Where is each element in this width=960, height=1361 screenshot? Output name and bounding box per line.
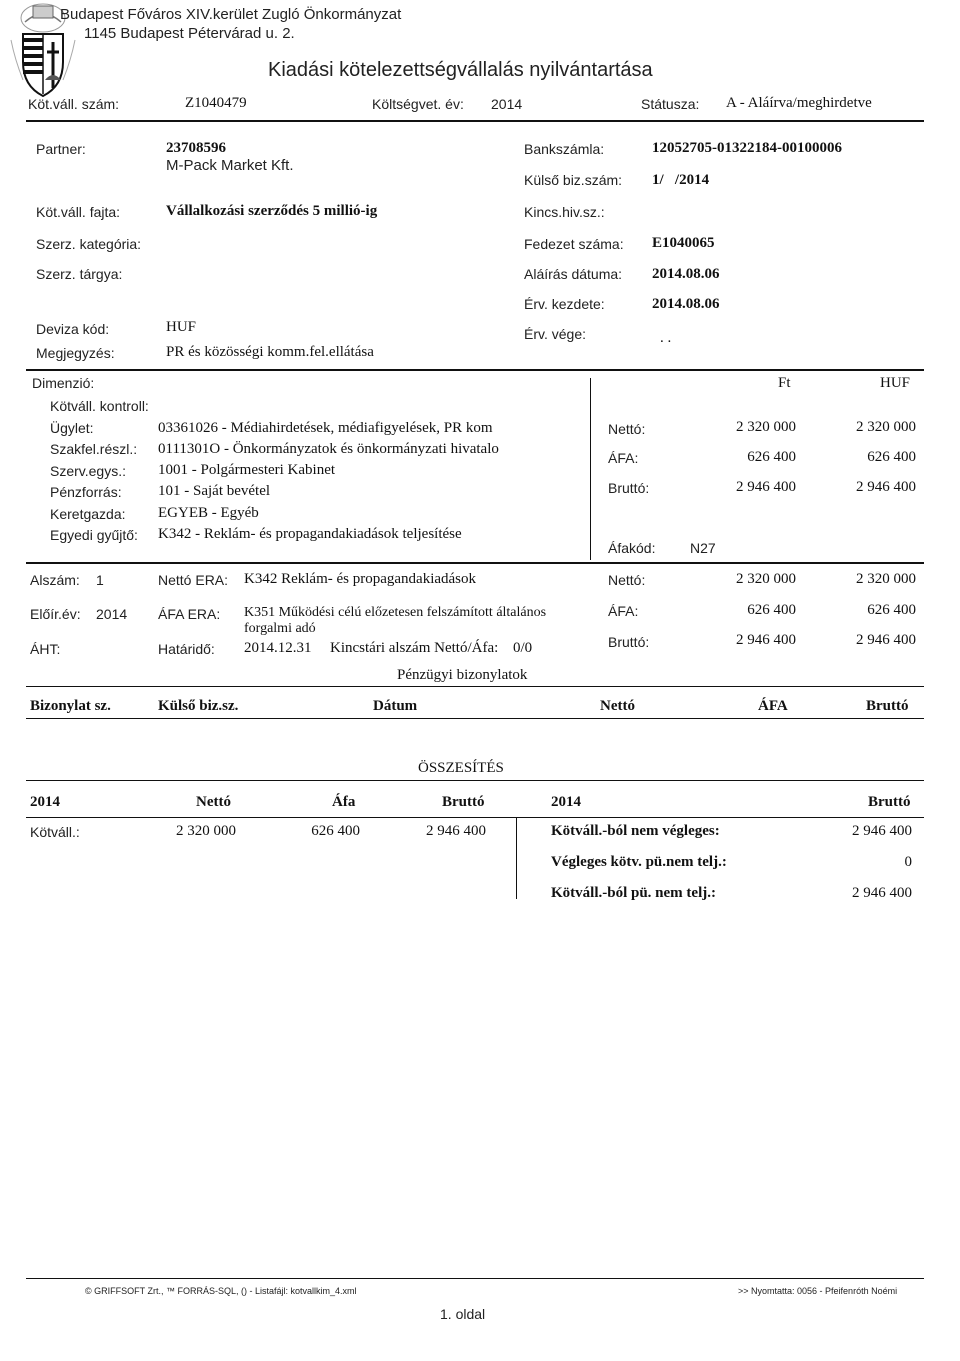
alszam-brutto-huf: 2 946 400 xyxy=(856,632,916,648)
kategoria-label: Szerz. kategória: xyxy=(36,236,142,252)
erv-kezdete-label: Érv. kezdete: xyxy=(524,296,605,312)
vertical-divider xyxy=(590,378,591,560)
statusza-label: Státusza: xyxy=(641,96,700,112)
footer-left: © GRIFFSOFT Zrt., ™ FORRÁS-SQL, () - Listafájl: kotvallkim_4.xml xyxy=(85,1286,357,1296)
divider xyxy=(26,369,924,371)
kulso-biz-value: 1/ /2014 xyxy=(652,172,710,188)
osszesites-year-right: 2014 xyxy=(551,794,581,810)
col-brutto: Bruttó xyxy=(866,698,909,714)
osszesites-col-brutto: Bruttó xyxy=(442,794,485,810)
kincs-label: Kincs.hiv.sz.: xyxy=(524,204,605,220)
afa-era-value: K351 Működési célú előzetesen felszámított általános xyxy=(244,605,547,620)
divider xyxy=(26,780,924,781)
summary-row-value: 2 946 400 xyxy=(852,885,912,901)
kotvall-kontroll-label: Kötváll. kontroll: xyxy=(50,398,149,414)
alairas-value: 2014.08.06 xyxy=(652,266,720,282)
dim-value-penzforras: 101 - Saját bevétel xyxy=(158,483,271,499)
summary-row-label: Kötváll.-ból nem végleges: xyxy=(551,823,720,839)
org-address: 1145 Budapest Pétervárad u. 2. xyxy=(84,25,295,42)
fedezet-label: Fedezet száma: xyxy=(524,236,624,252)
divider xyxy=(26,686,924,687)
alairas-label: Aláírás dátuma: xyxy=(524,266,623,282)
erv-vege-value: . . xyxy=(660,330,672,346)
netto-ft: 2 320 000 xyxy=(736,419,796,435)
elo-ev-value: 2014 xyxy=(96,606,128,622)
osszesites-row-netto: 2 320 000 xyxy=(176,823,236,839)
dim-value-egyedi: K342 - Reklám- és propagandakiadások teljesítése xyxy=(158,526,462,542)
dim-value-ugylet: 03361026 - Médiahirdetések, médiafigyelések, PR kom xyxy=(158,420,493,436)
col-kulso-biz: Külső biz.sz. xyxy=(158,698,239,714)
kincstari-value: 0/0 xyxy=(513,640,533,656)
deviza-value: HUF xyxy=(166,319,197,335)
footer-right: >> Nyomtatta: 0056 - Pfeifenróth Noémi xyxy=(738,1286,898,1296)
footer-divider xyxy=(26,1278,924,1279)
summary-row-label: Végleges kötv. pü.nem telj.: xyxy=(551,854,727,870)
col-ft: Ft xyxy=(778,375,791,391)
bankszamla-label: Bankszámla: xyxy=(524,141,605,157)
partner-id: 23708596 xyxy=(166,140,226,156)
dim-value-keretgazda: EGYEB - Egyéb xyxy=(158,505,259,521)
brutto-ft: 2 946 400 xyxy=(736,479,796,495)
alszam-label: Alszám: xyxy=(30,572,80,588)
aht-label: ÁHT: xyxy=(30,641,61,657)
megjegyzes-label: Megjegyzés: xyxy=(36,345,115,361)
col-netto: Nettó xyxy=(600,698,635,714)
elo-ev-label: Előír.év: xyxy=(30,606,81,622)
alszam-brutto-ft: 2 946 400 xyxy=(736,632,796,648)
dim-label-ugylet: Ügylet: xyxy=(50,420,94,436)
fedezet-value: E1040065 xyxy=(652,235,715,251)
statusza-value: A - Aláírva/meghirdetve xyxy=(726,95,872,111)
osszesites-col-netto: Nettó xyxy=(196,794,231,810)
erv-kezdete-value: 2014.08.06 xyxy=(652,296,720,312)
osszesites-title: ÖSSZESÍTÉS xyxy=(418,760,504,776)
bankszamla-value: 12052705-01322184-00100006 xyxy=(652,140,842,156)
netto-era-value: K342 Reklám- és propagandakiadások xyxy=(244,571,477,587)
page-number: 1. oldal xyxy=(440,1306,486,1322)
vertical-divider xyxy=(516,817,517,899)
deviza-label: Deviza kód: xyxy=(36,321,110,337)
osszesites-row-label: Kötváll.: xyxy=(30,824,80,840)
koltsegvet-ev-label: Költségvet. év: xyxy=(372,96,464,112)
partner-name: M-Pack Market Kft. xyxy=(166,157,294,174)
fajta-label: Köt.váll. fajta: xyxy=(36,204,121,220)
divider xyxy=(26,718,924,719)
koltsegvet-ev-value: 2014 xyxy=(491,96,523,112)
netto-era-label: Nettó ERA: xyxy=(158,572,229,588)
col-bizonylat: Bizonylat sz. xyxy=(30,698,111,714)
brutto-huf: 2 946 400 xyxy=(856,479,916,495)
hatarido-value: 2014.12.31 xyxy=(244,640,312,656)
dim-value-szerv: 1001 - Polgármesteri Kabinet xyxy=(158,462,336,478)
dim-value-szakfel: 0111301O - Önkormányzatok és önkormányzati hivatalo xyxy=(158,441,499,457)
col-afa: ÁFA xyxy=(758,698,788,714)
kulso-biz-label: Külső biz.szám: xyxy=(524,172,623,188)
netto-huf: 2 320 000 xyxy=(856,419,916,435)
alszam-value: 1 xyxy=(96,572,104,588)
afa-huf: 626 400 xyxy=(867,449,916,465)
bizonylatok-title: Pénzügyi bizonylatok xyxy=(397,667,528,683)
alszam-afa-huf: 626 400 xyxy=(867,602,916,618)
kotvall-szam-value: Z1040479 xyxy=(185,95,247,111)
org-name: Budapest Főváros XIV.kerület Zugló Önkormányzat xyxy=(60,6,402,23)
osszesites-row-brutto: 2 946 400 xyxy=(426,823,486,839)
megjegyzes-value: PR és közösségi komm.fel.ellátása xyxy=(166,344,374,360)
afa-era-label: ÁFA ERA: xyxy=(158,606,221,622)
alszam-netto-huf: 2 320 000 xyxy=(856,571,916,587)
hatarido-label: Határidő: xyxy=(158,641,215,657)
dim-label-szerv: Szerv.egys.: xyxy=(50,463,126,479)
alszam-brutto-label: Bruttó: xyxy=(608,634,650,650)
kincstari-label: Kincstári alszám Nettó/Áfa: xyxy=(330,640,499,656)
afa-label: ÁFA: xyxy=(608,450,639,466)
divider xyxy=(26,120,924,122)
afa-ft: 626 400 xyxy=(747,449,796,465)
osszesites-row-afa: 626 400 xyxy=(311,823,360,839)
divider xyxy=(26,562,924,564)
dim-label-egyedi: Egyedi gyűjtő: xyxy=(50,527,138,543)
alszam-afa-label: ÁFA: xyxy=(608,603,639,619)
partner-label: Partner: xyxy=(36,141,86,157)
afakod-value: N27 xyxy=(690,540,716,556)
erv-vege-label: Érv. vége: xyxy=(524,326,586,342)
alszam-afa-ft: 626 400 xyxy=(747,602,796,618)
osszesites-year-left: 2014 xyxy=(30,794,60,810)
targya-label: Szerz. tárgya: xyxy=(36,266,123,282)
dim-label-keretgazda: Keretgazda: xyxy=(50,506,126,522)
divider xyxy=(26,817,924,818)
netto-label: Nettó: xyxy=(608,421,646,437)
afakod-label: Áfakód: xyxy=(608,540,656,556)
alszam-netto-label: Nettó: xyxy=(608,572,646,588)
dimenzio-title: Dimenzió: xyxy=(32,375,95,391)
dim-label-szakfel: Szakfel.részl.: xyxy=(50,441,138,457)
col-datum: Dátum xyxy=(373,698,418,714)
col-huf: HUF xyxy=(880,375,911,391)
dim-label-penzforras: Pénzforrás: xyxy=(50,484,122,500)
page-title: Kiadási kötelezettségvállalás nyilvántartása xyxy=(268,59,653,81)
kotvall-szam-label: Köt.váll. szám: xyxy=(28,96,120,112)
osszesites-col-afa: Áfa xyxy=(332,794,356,810)
summary-row-label: Kötváll.-ból pü. nem telj.: xyxy=(551,885,716,901)
osszesites-right-col: Bruttó xyxy=(868,794,911,810)
fajta-value: Vállalkozási szerződés 5 millió-ig xyxy=(166,203,378,219)
brutto-label: Bruttó: xyxy=(608,480,650,496)
summary-row-value: 0 xyxy=(904,854,912,870)
alszam-netto-ft: 2 320 000 xyxy=(736,571,796,587)
summary-row-value: 2 946 400 xyxy=(852,823,912,839)
afa-era-value-2: forgalmi adó xyxy=(244,621,316,636)
